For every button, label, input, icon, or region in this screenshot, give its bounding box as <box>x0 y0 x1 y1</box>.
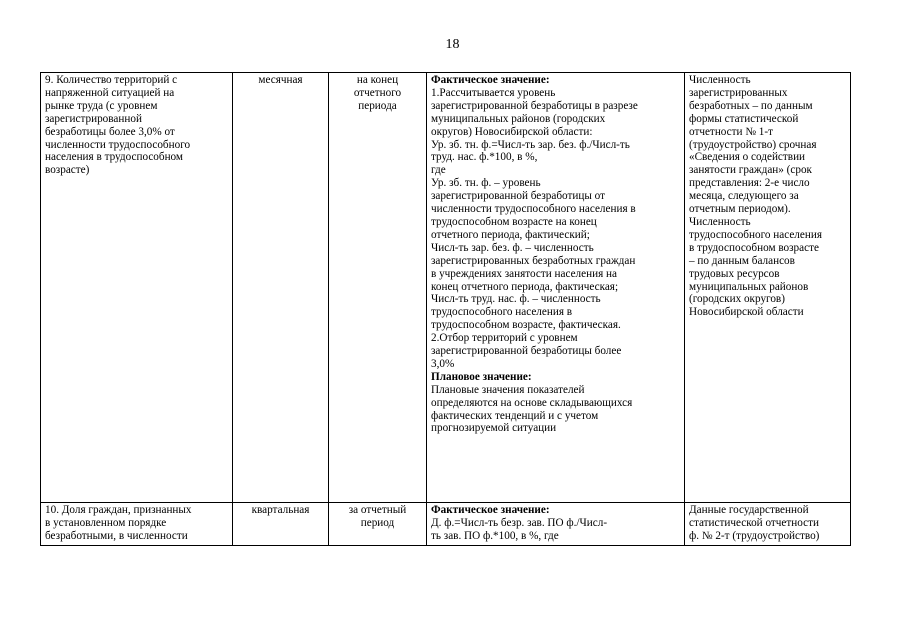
text-line: зарегистрированных <box>689 86 788 99</box>
text-line: напряженной ситуацией на <box>45 86 175 99</box>
text-line: прогнозируемой ситуации <box>431 422 557 435</box>
date-cell <box>329 503 427 546</box>
source-cell <box>685 73 851 503</box>
text-line: в учреждениях занятости населения на <box>431 267 617 280</box>
text-line: зарегистрированных безработных граждан <box>431 254 636 267</box>
text-line: «Сведения о содействии <box>689 151 806 164</box>
text-line: квартальная <box>251 504 310 516</box>
text-line: округов) Новосибирской области: <box>431 125 593 138</box>
text-line: трудовых ресурсов <box>689 267 780 280</box>
text-line: периода <box>358 99 397 112</box>
periodicity-cell <box>233 73 329 503</box>
text-line: – по данным балансов <box>689 254 795 267</box>
text-line: отчетности № 1-т <box>689 125 773 138</box>
text-line: труд. нас. ф.*100, в %, <box>431 151 538 164</box>
text-line: отчетным периодом). <box>689 203 791 216</box>
text-line: зарегистрированной безработицы более <box>431 345 622 358</box>
text-line: где <box>431 164 446 177</box>
indicators-table <box>40 72 851 546</box>
page-number: 18 <box>445 37 460 52</box>
text-line: Ур. зб. тн. ф. – уровень <box>431 177 541 190</box>
text-line: в трудоспособном возрасте <box>689 241 819 254</box>
text-line: конец отчетного периода, фактическая; <box>431 280 619 293</box>
text-line: Числ-ть зар. без. ф. – численность <box>431 241 594 254</box>
text-line: безработными, в численности <box>45 529 188 542</box>
table-row <box>41 73 851 503</box>
text-line: отчетного периода, фактический; <box>431 228 590 241</box>
text-line: Численность <box>689 215 751 228</box>
text-line: (трудоустройство) срочная <box>689 138 817 151</box>
method-cell <box>427 503 685 546</box>
text-line: ть зав. ПО ф.*100, в %, где <box>431 529 559 542</box>
text-line: за отчетный <box>348 504 407 516</box>
text-line: Численность <box>689 74 751 86</box>
text-line: в установленном порядке <box>45 516 167 529</box>
text-line: Новосибирской области <box>689 306 804 319</box>
text-line: населения в трудоспособном <box>45 151 184 164</box>
text-line: 9. Количество территорий с <box>45 74 178 86</box>
text-line: трудоспособном возрасте, фактическая. <box>431 319 621 332</box>
text-line: рынке труда (с уровнем <box>45 99 158 112</box>
date-cell <box>329 73 427 503</box>
text-line: месяца, следующего за <box>689 190 799 203</box>
text-line: 1.Рассчитывается уровень <box>431 86 556 99</box>
text-line: трудоспособного населения в <box>431 306 573 319</box>
periodicity-cell <box>233 503 329 546</box>
text-line: Ур. зб. тн. ф.=Числ-ть зар. без. ф./Числ-ть <box>431 138 630 151</box>
section-heading: Плановое значение: <box>431 370 532 383</box>
text-line: отчетного <box>353 86 402 99</box>
text-line: зарегистрированной <box>45 112 142 125</box>
method-cell <box>427 73 685 503</box>
text-line: месячная <box>258 74 303 86</box>
text-line: формы статистической <box>689 112 799 125</box>
text-line: 2.Отбор территорий с уровнем <box>431 332 578 345</box>
text-line: ф. № 2-т (трудоустройство) <box>689 529 820 542</box>
text-line: Плановые значения показателей <box>431 383 585 396</box>
text-line: трудоспособного населения <box>689 228 822 241</box>
table-row <box>41 503 851 546</box>
indicator-name-cell <box>41 503 233 546</box>
text-line: определяются на основе складывающихся <box>431 396 633 409</box>
text-line: фактических тенденций и с учетом <box>431 409 599 422</box>
text-line: представления: 2-е число <box>689 177 810 190</box>
text-line: зарегистрированной безработицы от <box>431 190 606 203</box>
text-line: на конец <box>356 74 399 86</box>
text-line: численности трудоспособного населения в <box>431 203 636 216</box>
text-line: численности трудоспособного <box>45 138 191 151</box>
source-cell <box>685 503 851 546</box>
section-heading: Фактическое значение: <box>431 74 550 86</box>
text-line: 10. Доля граждан, признанных <box>45 504 192 516</box>
text-line: возрасте) <box>45 164 90 177</box>
text-line: безработицы более 3,0% от <box>45 125 175 138</box>
text-line: Д. ф.=Числ-ть безр. зав. ПО ф./Числ- <box>431 516 608 529</box>
text-line: период <box>360 516 395 529</box>
text-line: безработных – по данным <box>689 99 813 112</box>
text-line: муниципальных районов <box>689 280 809 293</box>
text-line: статистической отчетности <box>689 516 819 529</box>
section-heading: Фактическое значение: <box>431 504 550 516</box>
text-line: трудоспособном возрасте на конец <box>431 215 597 228</box>
text-line: Данные государственной <box>689 504 809 516</box>
text-line: муниципальных районов (городских <box>431 112 606 125</box>
text-line: Числ-ть труд. нас. ф. – численность <box>431 293 601 306</box>
text-line: 3,0% <box>431 357 455 370</box>
text-line: (городских округов) <box>689 293 785 306</box>
indicator-name-cell <box>41 73 233 503</box>
text-line: занятости граждан» (срок <box>689 164 812 177</box>
text-line: зарегистрированной безработицы в разрезе <box>431 99 638 112</box>
